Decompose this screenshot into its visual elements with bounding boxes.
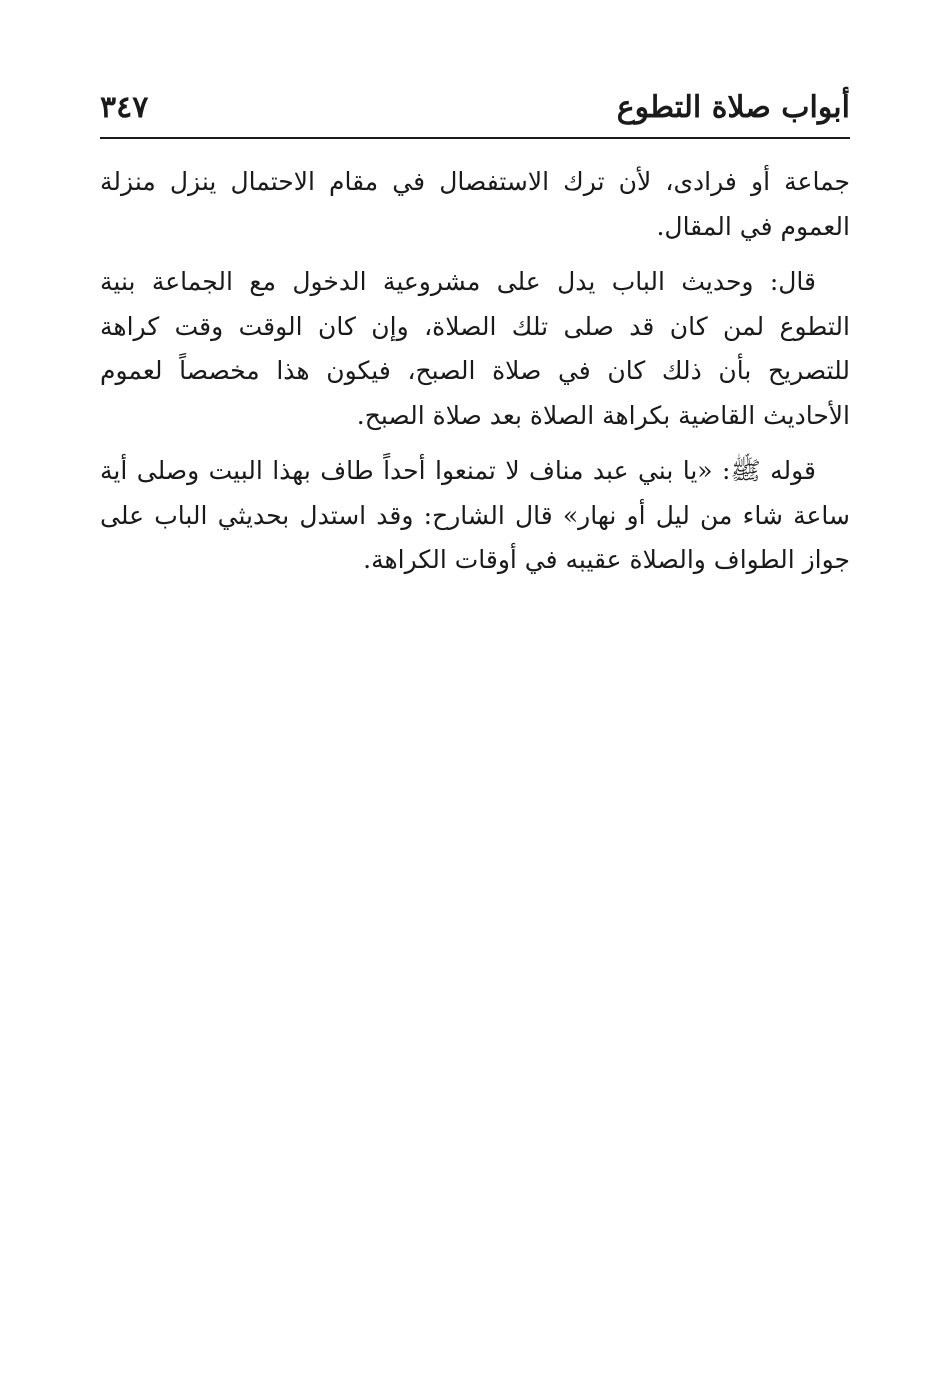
paragraph-2: قال: وحديث الباب يدل على مشروعية الدخول مع الجماعة بنية التطوع لمن كان قد صلى تلك الصلاة، وإن كان الوقت وقت كراهة للتصريح بأن ذلك كان في صلاة الصبح، فيكون هذا مخصصاً لعموم الأحاديث القاضية بكراهة الصلاة بعد صلاة الصبح.	[100, 267, 850, 430]
page-number: ٣٤٧	[100, 90, 149, 125]
running-title: أبواب صلاة التطوع	[616, 90, 850, 125]
page-body	[100, 160, 850, 594]
header-divider	[100, 137, 850, 139]
page-header	[100, 86, 850, 136]
paragraph-1: جماعة أو فرادى، لأن ترك الاستفصال في مقام الاحتمال ينزل منزلة العموم في المقال.	[100, 167, 850, 241]
paragraph-3: قوله ﷺ: «يا بني عبد مناف لا تمنعوا أحداً طاف بهذا البيت وصلى أية ساعة شاء من ليل أو نهار» قال الشارح: وقد استدل بحديثي الباب على جواز الطواف والصلاة عقيبه في أوقات الكراهة.	[100, 456, 850, 574]
